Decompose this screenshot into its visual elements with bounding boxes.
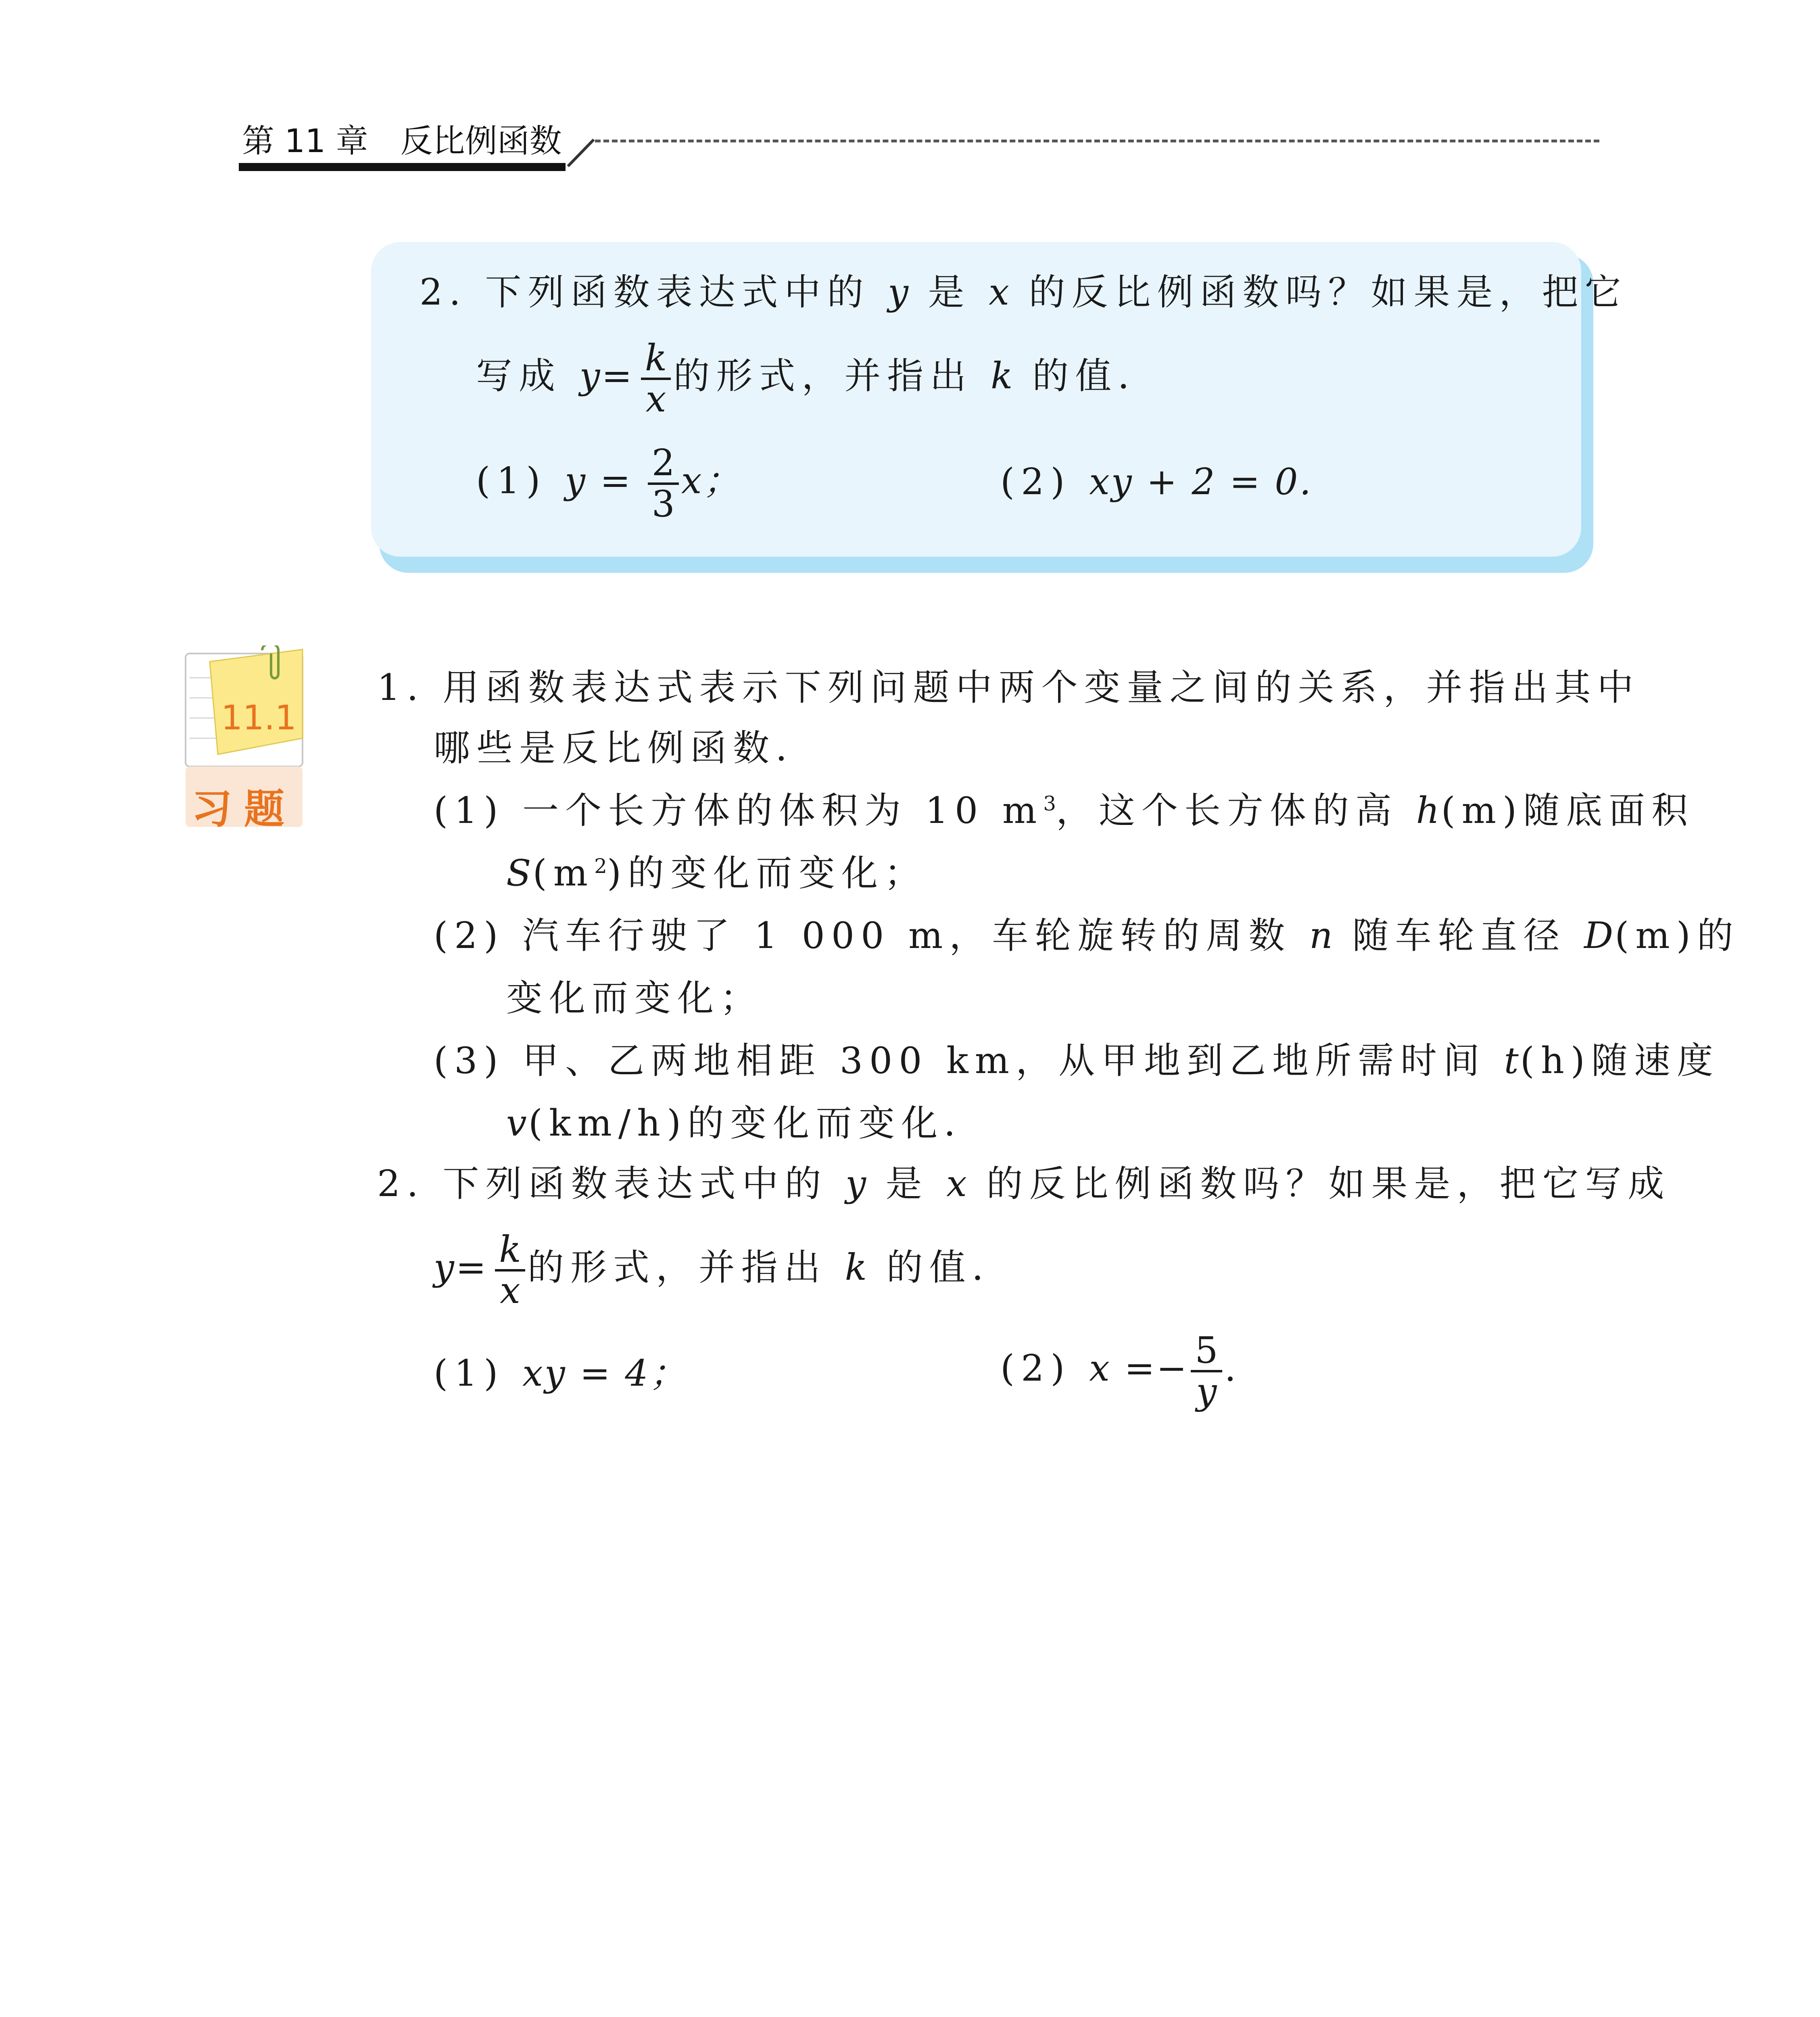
badge-label: 习题 [192,785,296,833]
header-underline [239,163,566,171]
exercise-2-line1: 2. 下列函数表达式中的 y 是 x 的反比例函数吗？如果是，把它写成 [377,1163,1671,1205]
header-dashed-rule [595,140,1599,142]
practice-q2-line1: 2. 下列函数表达式中的 y 是 x 的反比例函数吗？如果是，把它 [420,271,1628,313]
header-slash [565,133,597,169]
exercise-1-part1-line2: $S(m^2)$的变化而变化； [506,852,927,894]
exercise-1-part1-line1: (1) 一个长方体的体积为 10 $m^3$，这个长方体的高 h(m)随底面积 [434,789,1695,832]
exercise-1-line2: 哪些是反比例函数． [434,727,818,769]
exercise-2-line2: y= $\frac{k}{x}$ 的形式，并指出 k 的值． [434,1228,1015,1312]
chapter-header [242,113,562,169]
exercise-1-part2-line1: (2) 汽车行驶了 1 000 m，车轮旋转的周数 n 随车轮直径 D(m)的 [434,915,1740,957]
exercise-2-sub1: (1) xy = 4； [434,1352,688,1395]
exercise-1-part2-line2: 变化而变化； [506,977,763,1019]
fraction-k-over-x-2: $\frac{k}{x}$ [495,1230,525,1310]
chapter-number: 第 11 章 [242,122,368,160]
practice-sub1: (1) y = $\frac{2}{3}$ x； [476,442,741,525]
chapter-title: 反比例函数 [400,122,562,160]
exercise-1-part3-line2: v(km/h)的变化而变化． [506,1102,987,1144]
badge-number: 11.1 [221,698,297,737]
fraction-k-over-x: $\frac{k}{x}$ [641,339,671,419]
fraction-2-3: $\frac{2}{3}$ [648,444,679,524]
exercise-2-sub2: (2) x =− $\frac{5}{y}$ . [1000,1329,1243,1413]
practice-q2-line2: 写成 y= $\frac{k}{x}$ 的形式，并指出 k 的值． [476,337,1161,420]
practice-sub2: (2) xy + 2 = 0. [1000,461,1313,503]
fraction-5-over-y: $\frac{5}{y}$ [1191,1331,1222,1411]
exercise-1-line1: 1. 用函数表达式表示下列问题中两个变量之间的关系，并指出其中 [377,666,1640,709]
exercise-1-part3-line1: (3) 甲、乙两地相距 300 km，从甲地到乙地所需时间 t(h)随速度 [434,1040,1720,1082]
